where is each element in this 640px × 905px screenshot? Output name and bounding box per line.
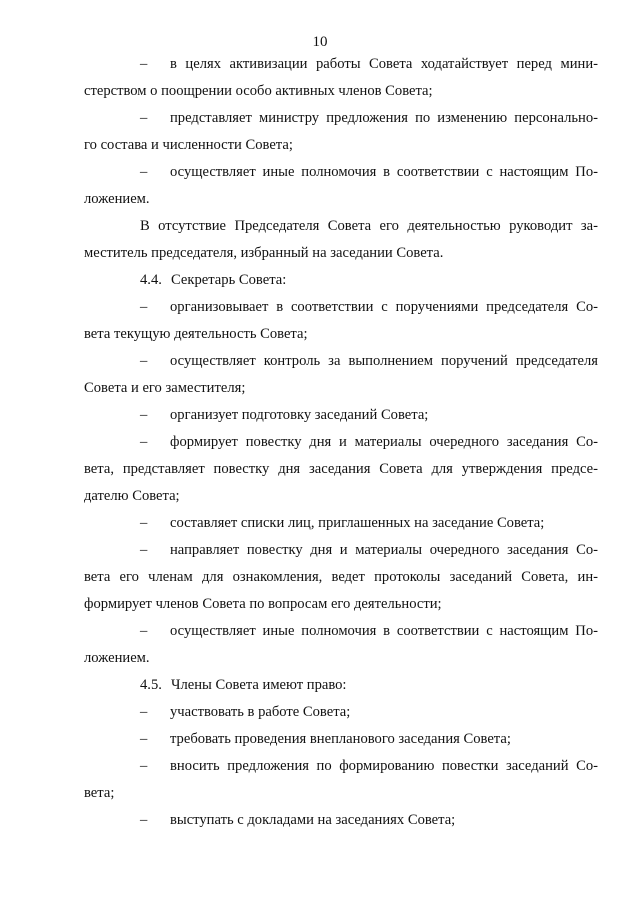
paragraph-line-first <box>84 730 598 747</box>
line-text: осуществляет иные полномочия в соответствии с настоящим По- <box>170 163 598 180</box>
line-text: выступать с докладами на заседаниях Совета; <box>170 811 456 828</box>
paragraph-line <box>84 784 598 801</box>
paragraph-line-first <box>84 757 598 774</box>
paragraph-line-first <box>84 109 598 126</box>
paragraph-line <box>84 595 598 612</box>
line-text: стерством о поощрении особо активных членов Совета; <box>84 82 433 99</box>
paragraph-line-first <box>84 271 598 288</box>
line-text: в целях активизации работы Совета ходатайствует перед мини- <box>170 56 598 72</box>
paragraph-line-first <box>84 541 598 558</box>
paragraph-line-first <box>84 622 598 639</box>
list-dash: – <box>140 757 148 774</box>
line-text: вета, представляет повестку дня заседания Совета для утверждения предсе- <box>84 460 598 477</box>
paragraph-line <box>84 190 598 207</box>
line-text: направляет повестку дня и материалы очередного заседания Со- <box>170 541 598 558</box>
line-text: Совета и его заместителя; <box>84 379 246 396</box>
paragraph-line-first <box>84 514 598 531</box>
paragraph-line-first <box>84 58 598 71</box>
paragraph-line <box>84 82 598 99</box>
paragraph-line <box>84 649 598 666</box>
list-dash: – <box>140 703 148 720</box>
list-dash: – <box>140 352 148 369</box>
line-text: ложением. <box>84 190 150 207</box>
list-dash: – <box>140 163 148 180</box>
list-dash: – <box>140 56 148 72</box>
paragraph-line-first <box>84 811 598 828</box>
line-text: требовать проведения внепланового заседания Совета; <box>170 730 511 747</box>
line-text: В отсутствие Председателя Совета его деятельностью руководит за- <box>140 217 598 234</box>
list-dash: – <box>140 433 148 450</box>
paragraph-line-first <box>84 352 598 369</box>
line-text: формирует повестку дня и материалы очередного заседания Со- <box>170 433 598 450</box>
line-text: меститель председателя, избранный на заседании Совета. <box>84 244 444 261</box>
paragraph-line <box>84 460 598 477</box>
line-text: составляет списки лиц, приглашенных на заседание Совета; <box>170 514 545 531</box>
list-dash: – <box>140 514 148 531</box>
paragraph-line <box>84 568 598 585</box>
line-text: Секретарь Совета: <box>171 271 287 288</box>
list-dash: – <box>140 298 148 315</box>
paragraph-line-first <box>84 406 598 423</box>
paragraph-line <box>84 136 598 153</box>
paragraph-line-first <box>84 703 598 720</box>
document-body <box>84 58 598 841</box>
line-text: организовывает в соответствии с поручениями председателя Со- <box>170 298 598 315</box>
paragraph-line-first <box>84 217 598 234</box>
list-dash: – <box>140 730 148 747</box>
line-text: вета; <box>84 784 115 801</box>
line-text: вносить предложения по формированию повестки заседаний Со- <box>170 757 598 774</box>
section-number: 4.4. <box>140 271 162 288</box>
list-dash: – <box>140 622 148 639</box>
paragraph-line-first <box>84 163 598 180</box>
paragraph-line-first <box>84 433 598 450</box>
line-text: вета текущую деятельность Совета; <box>84 325 308 342</box>
line-text: Члены Совета имеют право: <box>171 676 347 693</box>
list-dash: – <box>140 406 148 423</box>
line-text: дателю Совета; <box>84 487 180 504</box>
line-text: го состава и численности Совета; <box>84 136 293 153</box>
paragraph-line <box>84 325 598 342</box>
line-text: формирует членов Совета по вопросам его деятельности; <box>84 595 442 612</box>
line-text: осуществляет контроль за выполнением поручений председателя <box>170 352 598 369</box>
line-text: осуществляет иные полномочия в соответствии с настоящим По- <box>170 622 598 639</box>
list-dash: – <box>140 109 148 126</box>
paragraph-line <box>84 244 598 261</box>
page-number: 10 <box>312 34 328 50</box>
line-text: представляет министру предложения по изменению персонально- <box>170 109 598 126</box>
paragraph-line-first <box>84 298 598 315</box>
line-text: участвовать в работе Совета; <box>170 703 351 720</box>
paragraph-line <box>84 487 598 504</box>
paragraph-line <box>84 379 598 396</box>
paragraph-line-first <box>84 676 598 693</box>
list-dash: – <box>140 541 148 558</box>
list-dash: – <box>140 811 148 828</box>
line-text: вета его членам для ознакомления, ведет протоколы заседаний Совета, ин- <box>84 568 598 585</box>
line-text: ложением. <box>84 649 150 666</box>
section-number: 4.5. <box>140 676 162 693</box>
line-text: организует подготовку заседаний Совета; <box>170 406 429 423</box>
